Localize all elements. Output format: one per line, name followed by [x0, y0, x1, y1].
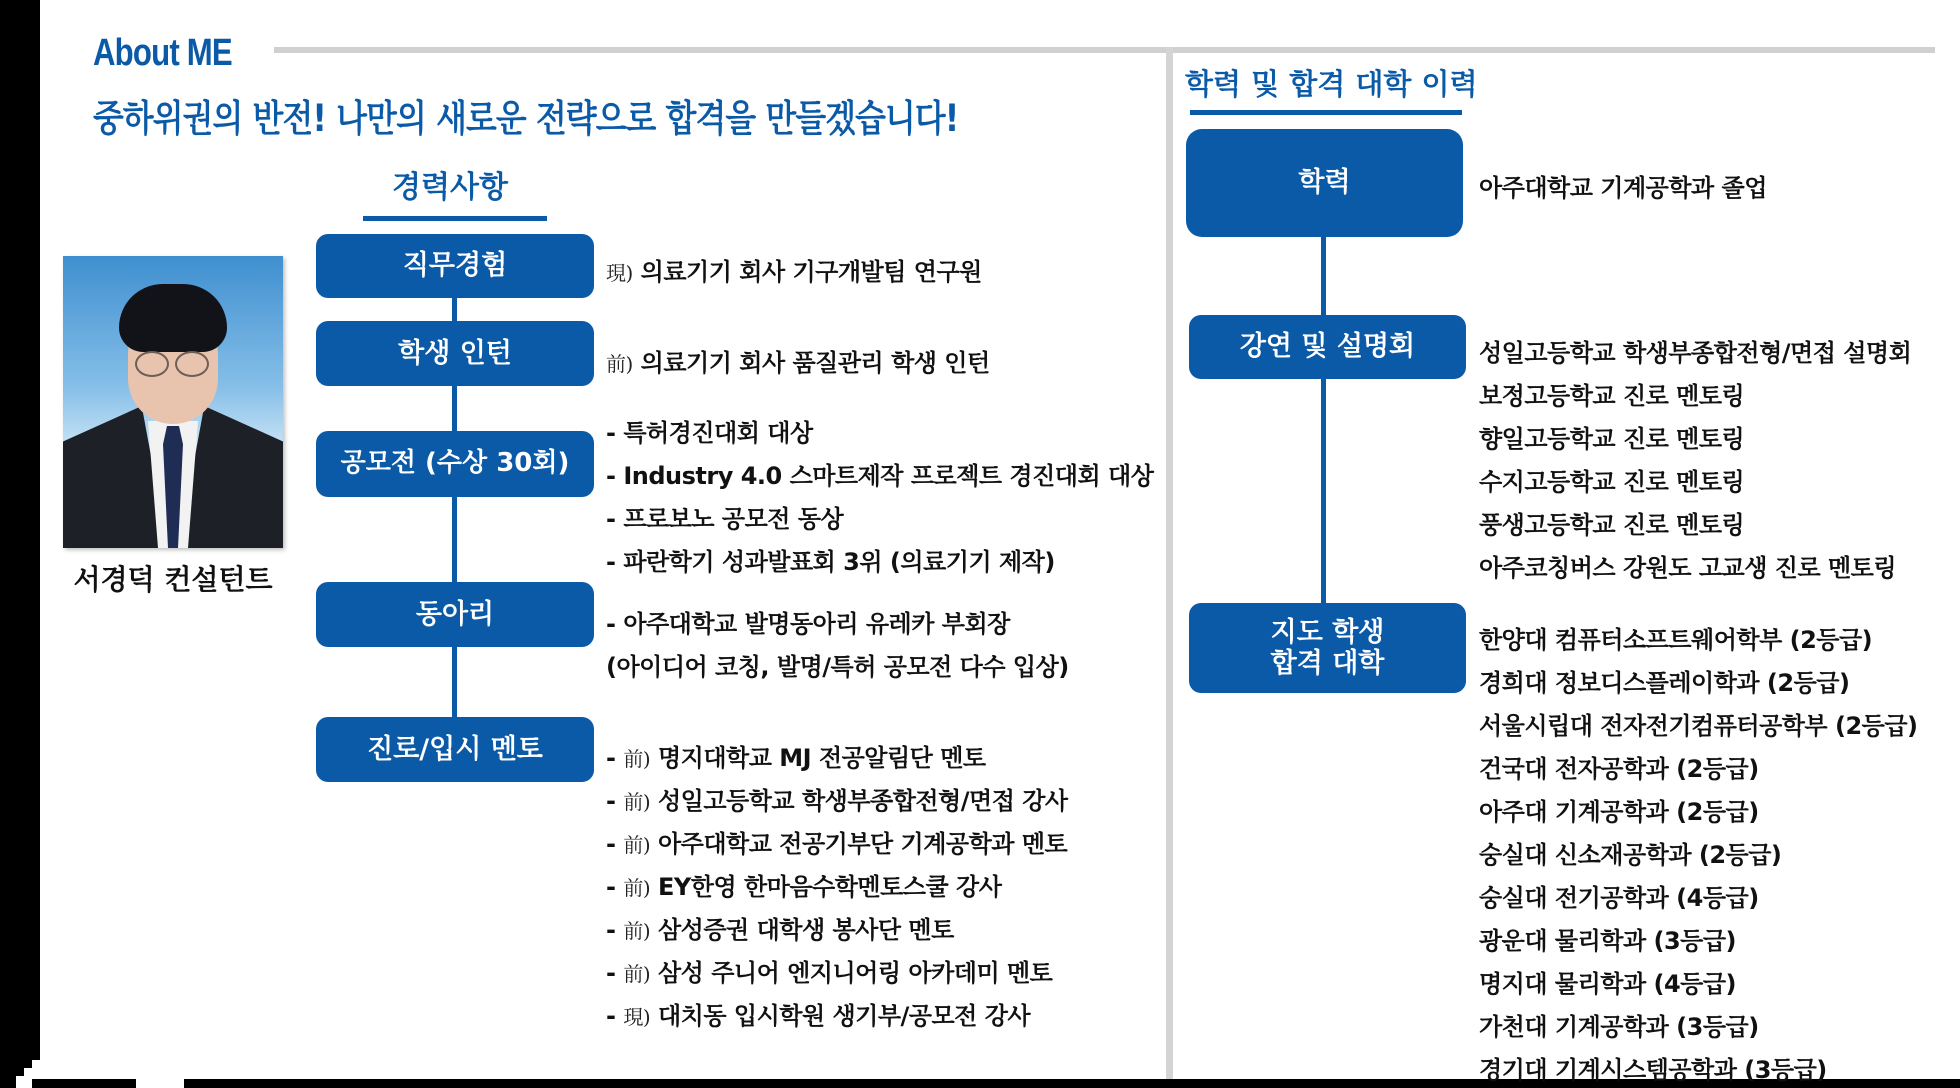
- edu-box-lectures: 강연 및 설명회: [1189, 315, 1466, 379]
- career-line: - 前) 명지대학교 MJ 전공알림단 멘토: [606, 744, 986, 772]
- column-divider: [1166, 47, 1173, 1079]
- profile-photo: [63, 256, 283, 548]
- lecture-line: 수지고등학교 진로 멘토링: [1479, 468, 1745, 496]
- career-line: - 現) 대치동 입시학원 생기부/공모전 강사: [606, 1002, 1031, 1030]
- career-box-contest: 공모전 (수상 30회): [316, 431, 594, 497]
- career-box-job: 직무경험: [316, 234, 594, 298]
- career-section-underline: [363, 216, 547, 221]
- career-line: - 前) EY한영 한마음수학멘토스쿨 강사: [606, 873, 1002, 901]
- admission-line: 가천대 기계공학과 (3등급): [1479, 1013, 1759, 1041]
- admission-line: 한양대 컴퓨터소프트웨어학부 (2등급): [1479, 626, 1873, 654]
- education-line: 아주대학교 기계공학과 졸업: [1479, 174, 1767, 202]
- career-box-mentor: 진로/입시 멘토: [316, 717, 594, 782]
- edu-box-admissions: 지도 학생 합격 대학: [1189, 603, 1466, 693]
- career-line: - 前) 아주대학교 전공기부단 기계공학과 멘토: [606, 830, 1068, 858]
- career-line: - 프로보노 공모전 동상: [606, 505, 844, 533]
- page-title: About ME: [93, 32, 232, 74]
- education-section-underline: [1190, 110, 1462, 115]
- career-line: - 前) 삼성증권 대학생 봉사단 멘토: [606, 916, 954, 944]
- header-rule: [274, 47, 1935, 53]
- admission-line: 서울시립대 전자전기컴퓨터공학부 (2등급): [1479, 712, 1918, 740]
- admission-line: 경기대 기계시스템공학과 (3등급): [1479, 1056, 1827, 1084]
- edu-box-degree: 학력: [1186, 129, 1463, 237]
- lecture-line: 향일고등학교 진로 멘토링: [1479, 425, 1745, 453]
- career-box-intern: 학생 인턴: [316, 321, 594, 386]
- admission-line: 명지대 물리학과 (4등급): [1479, 970, 1737, 998]
- admission-line: 경희대 정보디스플레이학과 (2등급): [1479, 669, 1850, 697]
- profile-name: 서경덕 컨설턴트: [73, 563, 273, 596]
- page-subtitle: 중하위권의 반전! 나만의 새로운 전략으로 합격을 만들겠습니다!: [93, 97, 959, 140]
- career-line: 現) 의료기기 회사 기구개발팀 연구원: [606, 258, 982, 286]
- admission-line: 광운대 물리학과 (3등급): [1479, 927, 1737, 955]
- career-box-club: 동아리: [316, 582, 594, 647]
- lecture-line: 보정고등학교 진로 멘토링: [1479, 382, 1745, 410]
- career-line: - 前) 삼성 주니어 엔지니어링 아카데미 멘토: [606, 959, 1053, 987]
- career-line: 前) 의료기기 회사 품질관리 학생 인턴: [606, 349, 990, 377]
- career-line: (아이디어 코칭, 발명/특허 공모전 다수 입상): [606, 653, 1069, 681]
- lecture-line: 성일고등학교 학생부종합전형/면접 설명회: [1479, 339, 1912, 367]
- career-line: - 특허경진대회 대상: [606, 419, 813, 447]
- admission-line: 숭실대 신소재공학과 (2등급): [1479, 841, 1782, 869]
- education-section-title: 학력 및 합격 대학 이력: [1185, 67, 1478, 101]
- career-line: - Industry 4.0 스마트제작 프로젝트 경진대회 대상: [606, 462, 1154, 490]
- career-section-title: 경력사항: [392, 170, 508, 205]
- lecture-line: 아주코칭버스 강원도 고교생 진로 멘토링: [1479, 554, 1897, 582]
- education-connector: [1321, 237, 1326, 605]
- career-line: - 파란학기 성과발표회 3위 (의료기기 제작): [606, 548, 1055, 576]
- career-line: - 아주대학교 발명동아리 유레카 부회장: [606, 610, 1010, 638]
- lecture-line: 풍생고등학교 진로 멘토링: [1479, 511, 1745, 539]
- career-line: - 前) 성일고등학교 학생부종합전형/면접 강사: [606, 787, 1068, 815]
- admission-line: 아주대 기계공학과 (2등급): [1479, 798, 1759, 826]
- bottom-black-bar: [32, 1079, 136, 1088]
- left-black-strip: [0, 0, 40, 1040]
- admission-line: 숭실대 전기공학과 (4등급): [1479, 884, 1759, 912]
- admission-line: 건국대 전자공학과 (2등급): [1479, 755, 1759, 783]
